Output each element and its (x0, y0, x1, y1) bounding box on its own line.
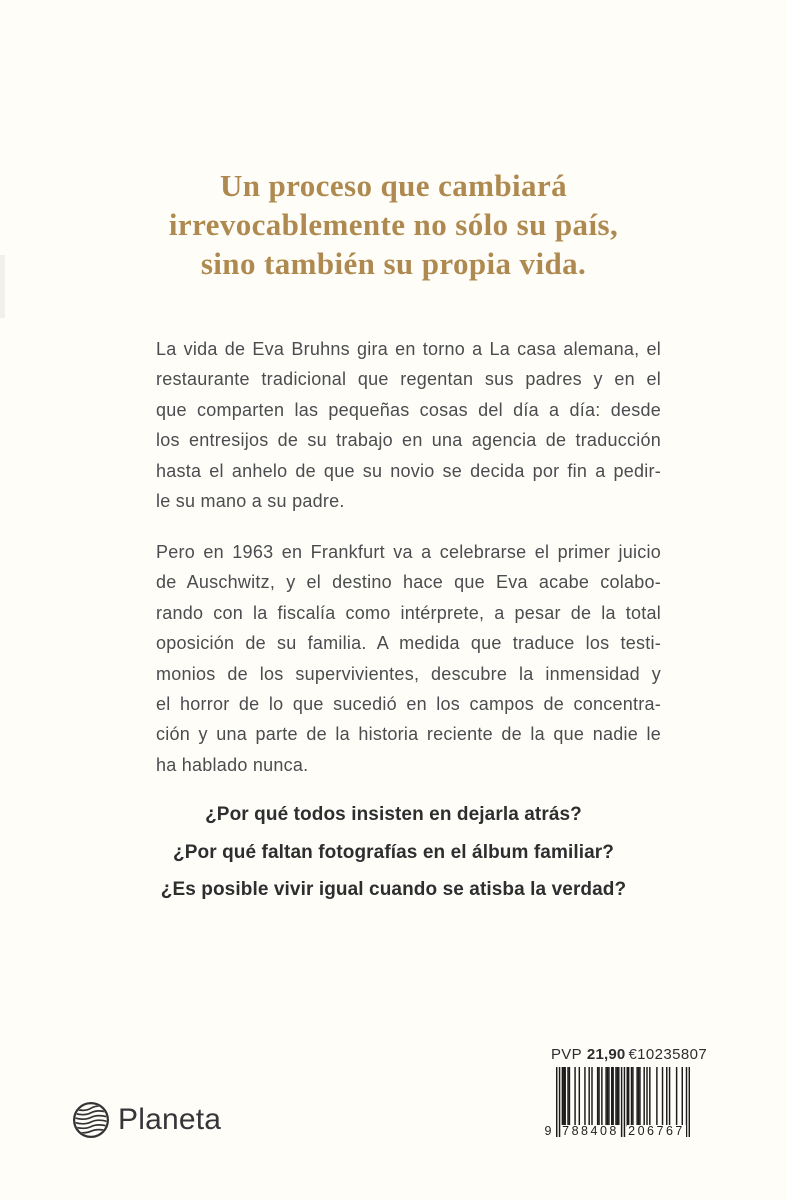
tagline (141, 166, 646, 283)
hook-questions (141, 796, 646, 909)
hook-question: ¿Por qué todos insisten en dejarla atrás? (205, 804, 582, 825)
synopsis-line: le su mano a su padre. (156, 491, 345, 512)
synopsis-line: hasta el anhelo de que su novio se decida por fin a pedir- (156, 460, 661, 481)
price-value: 21,90 (586, 1046, 626, 1063)
synopsis-line: ción y una parte de la historia reciente de la que nadie le (156, 724, 661, 745)
hook-question: ¿Es posible vivir igual cuando se atisba la verdad? (160, 879, 627, 901)
synopsis-line: los entresijos de su trabajo en una agencia de traducción (156, 430, 661, 451)
synopsis-line: que comparten las pequeñas cosas del día a día: desde (156, 399, 661, 420)
synopsis-line: restaurante tradicional que regentan sus padres y en el (156, 369, 661, 390)
left-edge-artifact (0, 255, 5, 318)
synopsis-paragraph-2 (156, 537, 661, 780)
tagline-line: sino también su propia vida. (200, 246, 587, 281)
price-row (543, 1046, 708, 1063)
publisher-name: Planeta (118, 1103, 222, 1136)
pvp-label: PVP (551, 1046, 582, 1063)
tagline-line: irrevocablemente no sólo su país, (168, 207, 619, 242)
synopsis-line: de Auschwitz, y el destino hace que Eva acabe colabo- (156, 572, 661, 593)
barcode-digit-group: 206767 (628, 1124, 685, 1138)
synopsis-line: el horror de lo que sucedió en los campos de concentra- (156, 694, 661, 715)
ean13-barcode (544, 1067, 690, 1138)
barcode-digit-group: 788408 (562, 1124, 619, 1138)
barcode-block (543, 1046, 708, 1138)
publisher-logo (72, 1101, 221, 1139)
hook-question: ¿Por qué faltan fotografías en el álbum familiar? (173, 841, 614, 863)
synopsis-line: monios de los supervivientes, descubre la inmensidad y (156, 663, 661, 684)
barcode-digit-group: 9 (544, 1124, 552, 1138)
synopsis-line: ha hablado nunca. (156, 754, 309, 775)
globe-icon (72, 1101, 110, 1139)
synopsis-line: Pero en 1963 en Frankfurt va a celebrarse el primer juicio (156, 542, 661, 562)
currency-symbol: € (628, 1046, 638, 1063)
synopsis-line: La vida de Eva Bruhns gira en torno a La casa alemana, el (156, 339, 661, 359)
tagline-line: Un proceso que cambiará (219, 168, 568, 203)
product-code: 10235807 (637, 1046, 708, 1063)
synopsis-line: oposición de su familia. A medida que traduce los testi- (156, 633, 661, 654)
synopsis-paragraph-1 (156, 334, 661, 516)
synopsis-line: rando con la fiscalía como intérprete, a pesar de la total (156, 602, 661, 623)
